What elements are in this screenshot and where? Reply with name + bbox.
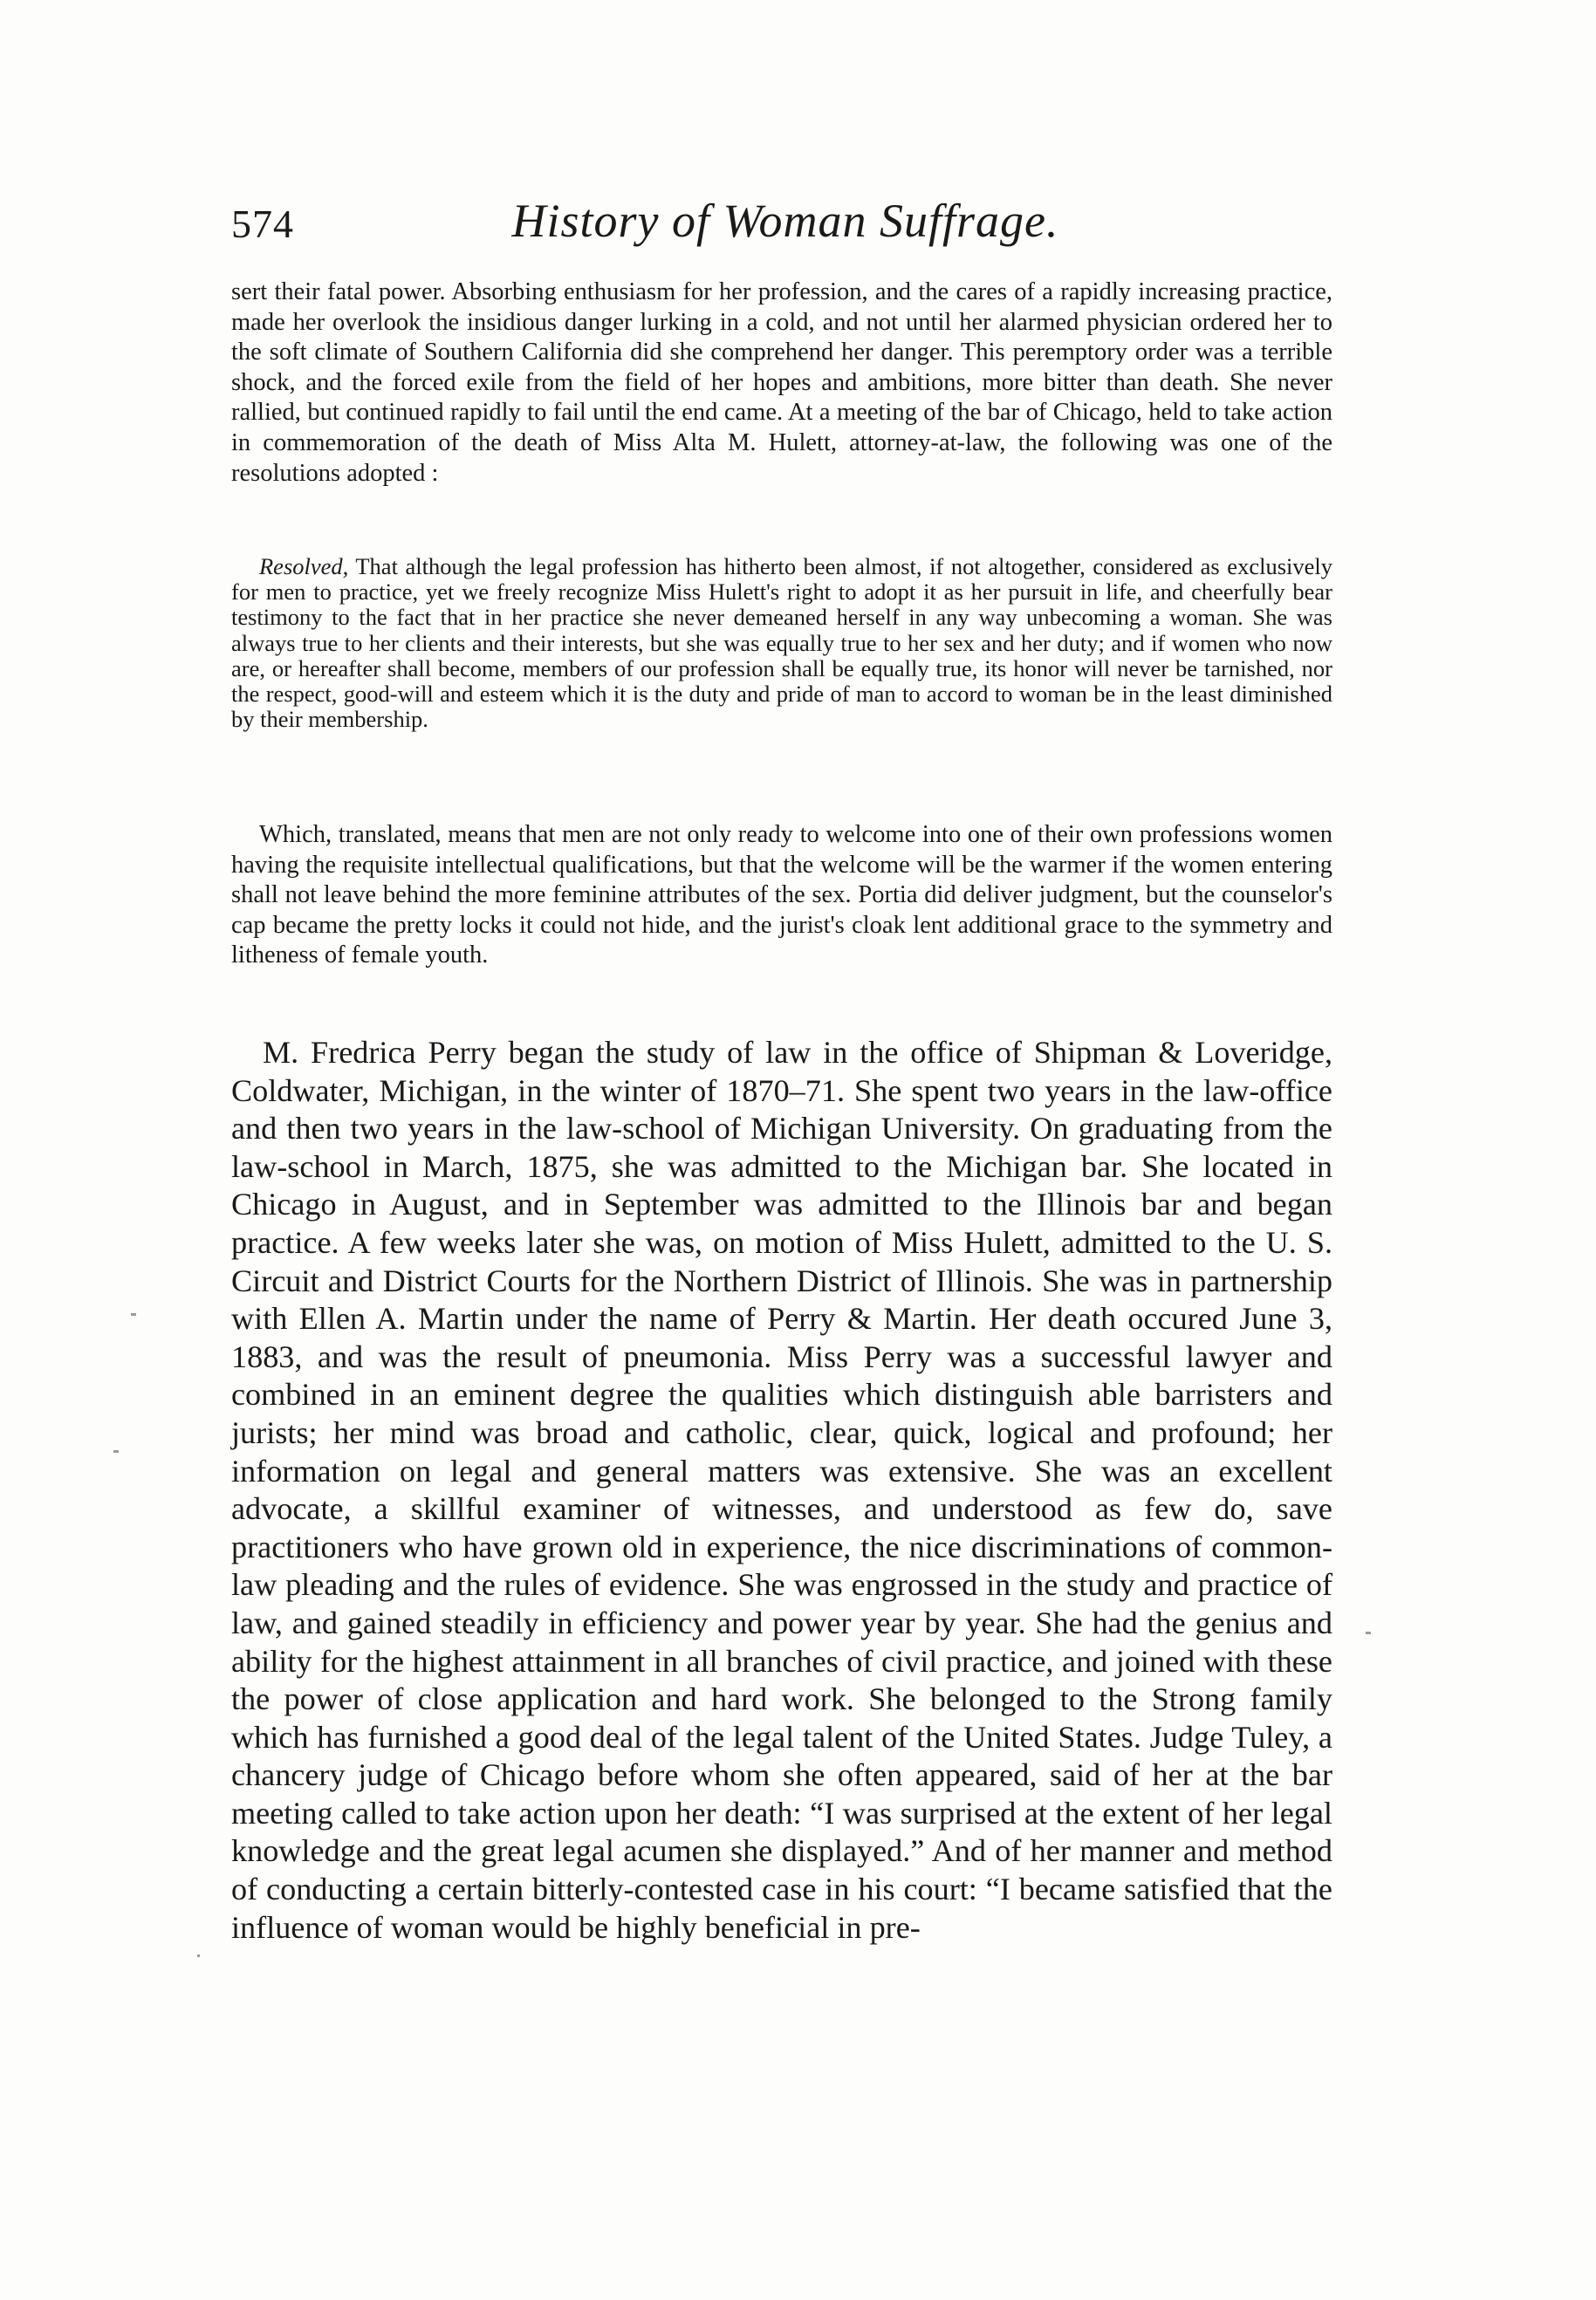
perry-paragraph-block	[231, 1034, 1332, 1947]
resolution-paragraph	[231, 554, 1332, 732]
resolution-extract	[231, 554, 1332, 732]
perry-paragraph: M. Fredrica Perry began the study of law in the office of Shipman & Loveridge, Coldwater, Michigan, in the winter of 1870–71. She spent two years in the law-office and then two years in the law-school of Michigan University. On graduating from the law-school in March, 1875, she was admitted to the Michigan bar. She located in Chicago in August, and in September was admitted to the Illinois bar and began practice. A few weeks later she was, on motion of Miss Hulett, admitted to the U. S. Circuit and District Courts for the Northern District of Illinois. She was in partnership with Ellen A. Martin under the name of Perry & Martin. Her death occured June 3, 1883, and was the result of pneumonia. Miss Perry was a successful lawyer and combined in an eminent degree the qualities which distinguish able barristers and jurists; her mind was broad and catholic, clear, quick, logical and profound; her information on legal and general matters was extensive. She was an excellent advocate, a skillful examiner of witnesses, and understood as few do, save practitioners who have grown old in experience, the nice discriminations of common-law pleading and the rules of evidence. She was engrossed in the study and practice of law, and gained steadily in efficiency and power year by year. She had the genius and ability for the highest attainment in all branches of civil practice, and joined with these the power of close application and hard work. She belonged to the Strong family which has furnished a good deal of the legal talent of the United States. Judge Tuley, a chancery judge of Chicago before whom she often appeared, said of her at the bar meeting called to take action upon her death: “I was surprised at the extent of her legal knowledge and the great legal acumen she displayed.” And of her manner and method of conducting a certain bitterly-contested case in his court: “I became satisfied that the influence of woman would be highly beneficial in pre-	[231, 1035, 1332, 1945]
margin-mark	[131, 1313, 136, 1316]
continuation-paragraph-block	[231, 277, 1332, 489]
page-number: 574	[231, 202, 294, 246]
running-title: History of Woman Suffrage.	[511, 195, 1059, 247]
commentary-paragraph-block	[231, 820, 1332, 971]
resolution-lead-word: Resolved,	[259, 553, 349, 579]
margin-mark	[1366, 1632, 1371, 1634]
margin-mark	[113, 1450, 119, 1453]
running-head	[231, 194, 1339, 255]
continuation-paragraph: sert their fatal power. Absorbing enthusiasm for her profession, and the cares of a rapidly increasing practice, made her overlook the insidious danger lurking in a cold, and not until her alarmed physician ordered her to the soft climate of Southern California did she comprehend her danger. This peremptory order was a terrible shock, and the forced exile from the field of her hopes and ambitions, more bitter than death. She never rallied, but continued rapidly to fail until the end came. At a meeting of the bar of Chicago, held to take action in commemoration of the death of Miss Alta M. Hulett, attorney-at-law, the following was one of the resolutions adopted :	[231, 278, 1332, 487]
resolution-text: That although the legal profession has hitherto been almost, if not altogether, considered as exclusively for men to practice, yet we freely recognize Miss Hulett's right to adopt it as her pursuit in life, and cheerfully bear testimony to the fact that in her practice she never demeaned herself in any way unbecoming a woman. She was always true to her clients and their interests, but she was equally true to her sex and her duty; and if women who now are, or hereafter shall become, members of our profession shall be equally true, its honor will never be tarnished, nor the respect, good-will and esteem which it is the duty and pride of man to accord to woman be in the least diminished by their membership.	[231, 553, 1332, 733]
margin-mark	[197, 1954, 200, 1957]
commentary-paragraph: Which, translated, means that men are not only ready to welcome into one of their own professions women having the requisite intellectual qualifications, but that the welcome will be the warmer if the women entering shall not leave behind the more feminine attributes of the sex. Portia did deliver judgment, but the counselor's cap became the pretty locks it could not hide, and the jurist's cloak lent additional grace to the symmetry and litheness of female youth.	[231, 821, 1332, 969]
